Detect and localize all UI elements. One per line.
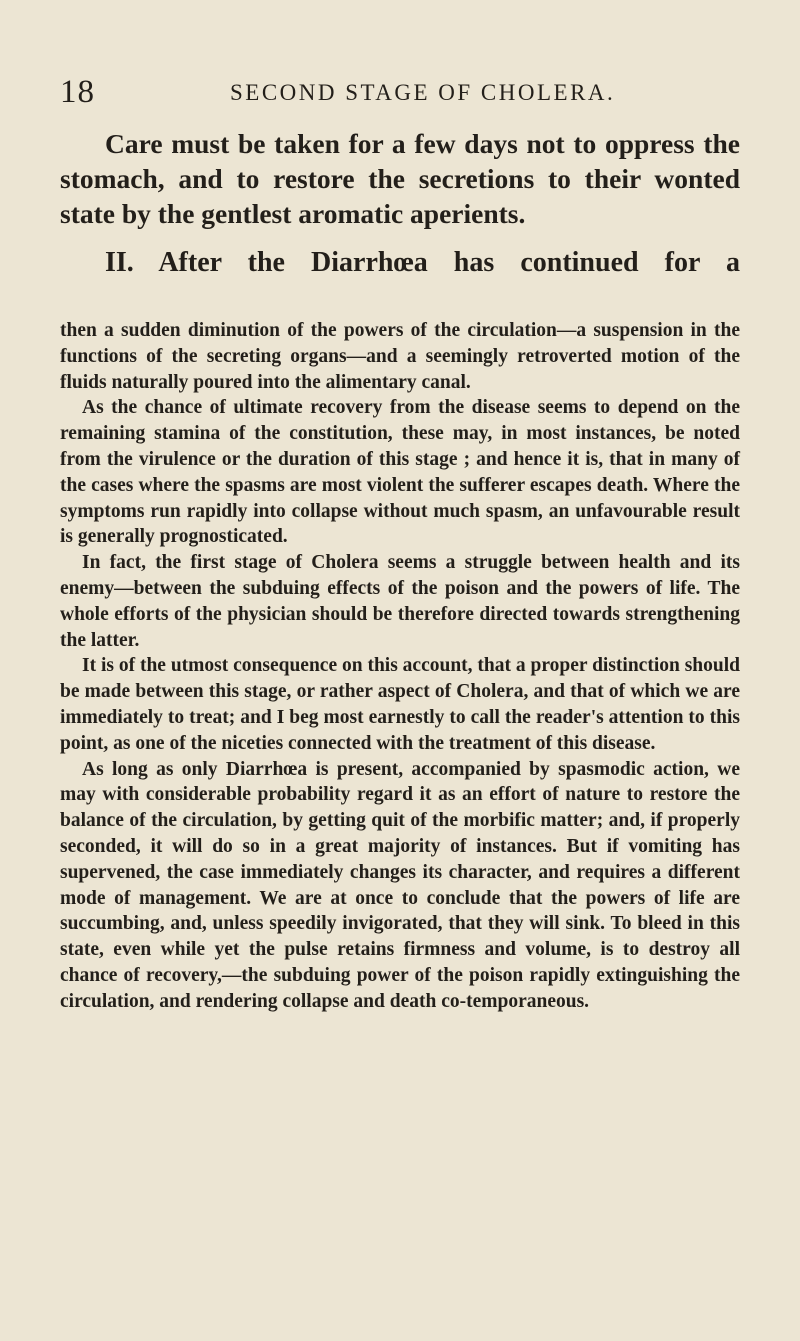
paragraph-2: As the chance of ultimate recovery from the disease seems to depend on the remaining stamina of the constitution, these may, in most instances, be noted from the virulence or the duration of this stage ; and hence it is, that in many of the cases where the spasms are most violent the sufferer escapes death. Where the symptoms run rapidly into collapse without much spasm, an unfavourable result is generally prognosticated. xyxy=(60,397,740,548)
paragraph-4: It is of the utmost consequence on this account, that a proper distinction should be made between this stage, or rather aspect of Cholera, and that of which we are immediately to treat; and I beg most earnestly to call the reader's attention to this point, as one of the niceties connected with the treatment of this disease. xyxy=(60,655,741,754)
paragraph-3: In fact, the first stage of Cholera seems a struggle between health and its enemy—between the subduing effects of the poison and the powers of life. The whole efforts of the physician should be therefore directed towards strengthening the latter. xyxy=(60,552,740,651)
page-number: 18 xyxy=(60,74,95,110)
body-text xyxy=(60,318,740,1015)
paragraph-1: then a sudden diminution of the powers of the circulation—a suspension in the functions of the secreting organs—and a seemingly retroverted motion of the fluids naturally poured into the alimentary canal. xyxy=(60,320,740,393)
page-header xyxy=(60,72,740,112)
lead-paragraph: Care must be taken for a few days not to oppress the stomach, and to restore the secretions to their wonted state by the gentlest aromatic aperients. xyxy=(60,128,740,229)
paragraph-5: As long as only Diarrhœa is present, accompanied by spasmodic action, we may with considerable probability regard it as an effort of nature to restore the balance of the circulation, by getting quit of the morbific matter; and, if properly seconded, it will do so in a great majority of instances. But if vomiting has supervened, the case immediately changes its character, and requires a different mode of management. We are at once to conclude that the powers of life are succumbing, and, unless speedily invigorated, that they will sink. To bleed in this state, even while yet the pulse retains firmness and volume, is to destroy all chance of recovery,—the subduing power of the poison rapidly extinguishing the circulation, and rendering collapse and death co-temporaneous. xyxy=(60,758,740,1012)
lead-paragraph-block xyxy=(60,126,740,231)
running-head: SECOND STAGE OF CHOLERA. xyxy=(230,80,616,105)
section-heading: II. After the Diarrhœa has continued for a xyxy=(105,247,740,278)
